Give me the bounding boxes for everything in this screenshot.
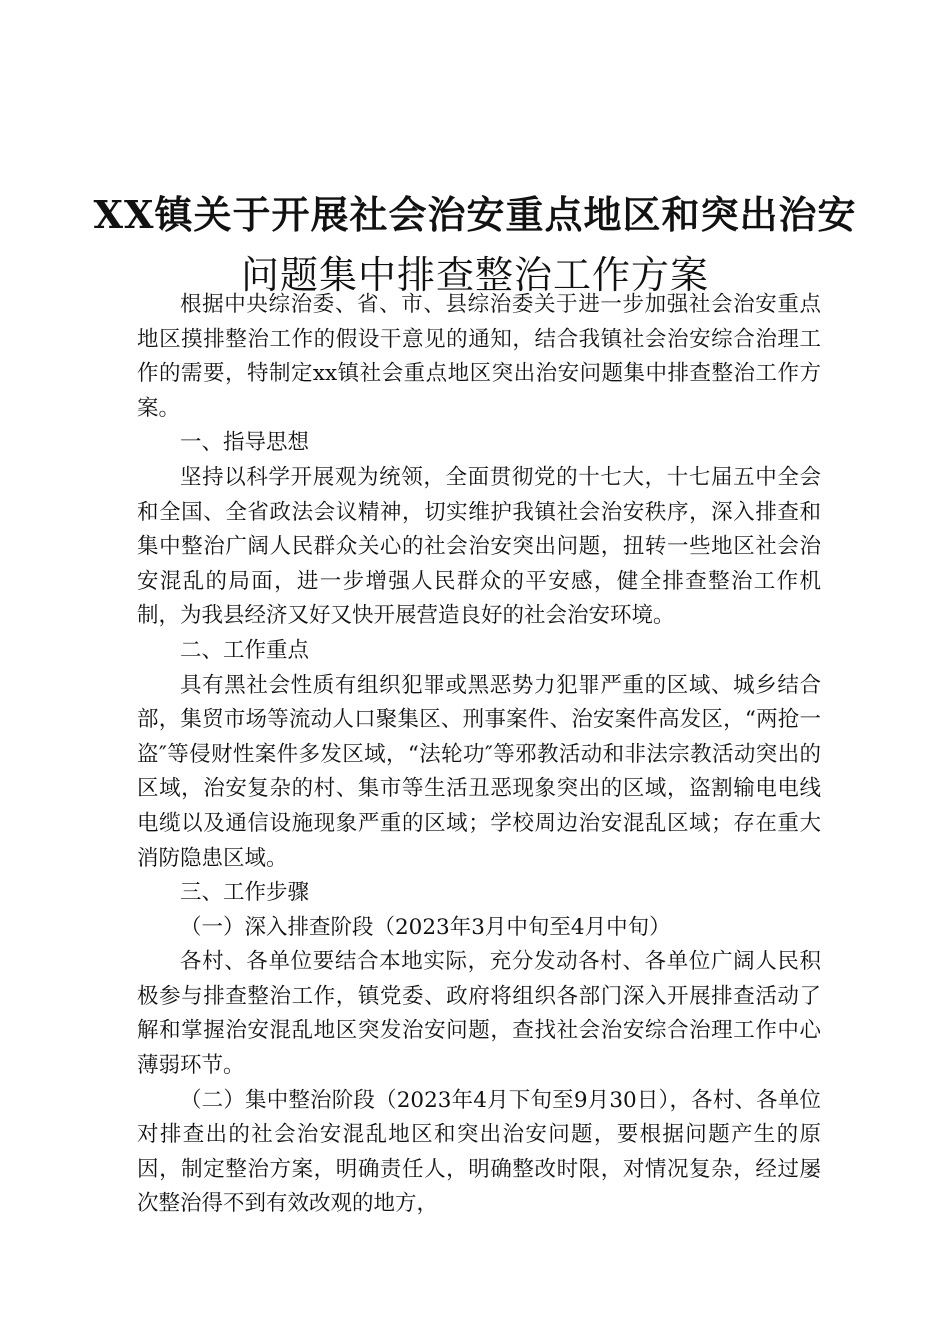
guiding-ideology-paragraph: 坚持以科学开展观为统领，全面贯彻党的十七大，十七届五中全会和全国、全省政法会议精神，切实维护我镇社会治安秩序，深入排查和集中整治广阔人民群众关心的社会治安突出问题，扭转一些地区社会治安混乱的局面，进一步增强人民群众的平安感，健全排查整治工作机制，为我县经济又好又快开展营造良好的社会治安环境。	[137, 464, 821, 629]
section-heading-work-focus: 二、工作重点	[180, 637, 310, 663]
step-1-paragraph: 各村、各单位要结合本地实际，充分发动各村、各单位广阔人民积极参与排查整治工作，镇党委、政府将组织各部门深入开展排查活动了解和掌握治安混乱地区突发治安问题，查找社会治安综合治理工作中心薄弱环节。	[137, 949, 821, 1079]
work-focus-paragraph: 具有黑社会性质有组织犯罪或黑恶势力犯罪严重的区域、城乡结合部，集贸市场等流动人口聚集区、刑事案件、治安案件高发区，“两抢一盗″等侵财性案件多发区域，“法轮功″等邪教活动和非法宗教活动突出的区域，治安复杂的村、集市等生活丑恶现象突出的区域，盗割输电电线电缆以及通信设施现象严重的区域；学校周边治安混乱区域；存在重大消防隐患区域。	[137, 672, 821, 871]
step-2-paragraph: （二）集中整治阶段（2023年4月下旬至9月30日），各村、各单位对排查出的社会治安混乱地区和突出治安问题，要根据问题产生的原因，制定整治方案，明确责任人，明确整改时限，对情况复杂，经过屡次整治得不到有效改观的地方，	[137, 1087, 821, 1217]
document-title-line-1: XX镇关于开展社会治安重点地区和突出治安	[93, 192, 857, 237]
document-body	[137, 288, 821, 1222]
step-1-heading: （一）深入排查阶段（2023年3月中旬至4月中旬）	[180, 914, 671, 940]
section-heading-work-steps: 三、工作步骤	[180, 880, 310, 906]
document-title-line-2: 问题集中排查整治工作方案	[240, 253, 709, 297]
intro-paragraph: 根据中央综治委、省、市、县综治委关于进一步加强社会治安重点地区摸排整治工作的假设干意见的通知，结合我镇社会治安综合治理工作的需要，特制定xx镇社会重点地区突出治安问题集中排查整治工作方案。	[137, 292, 821, 421]
section-heading-guiding-ideology: 一、指导思想	[180, 430, 310, 456]
